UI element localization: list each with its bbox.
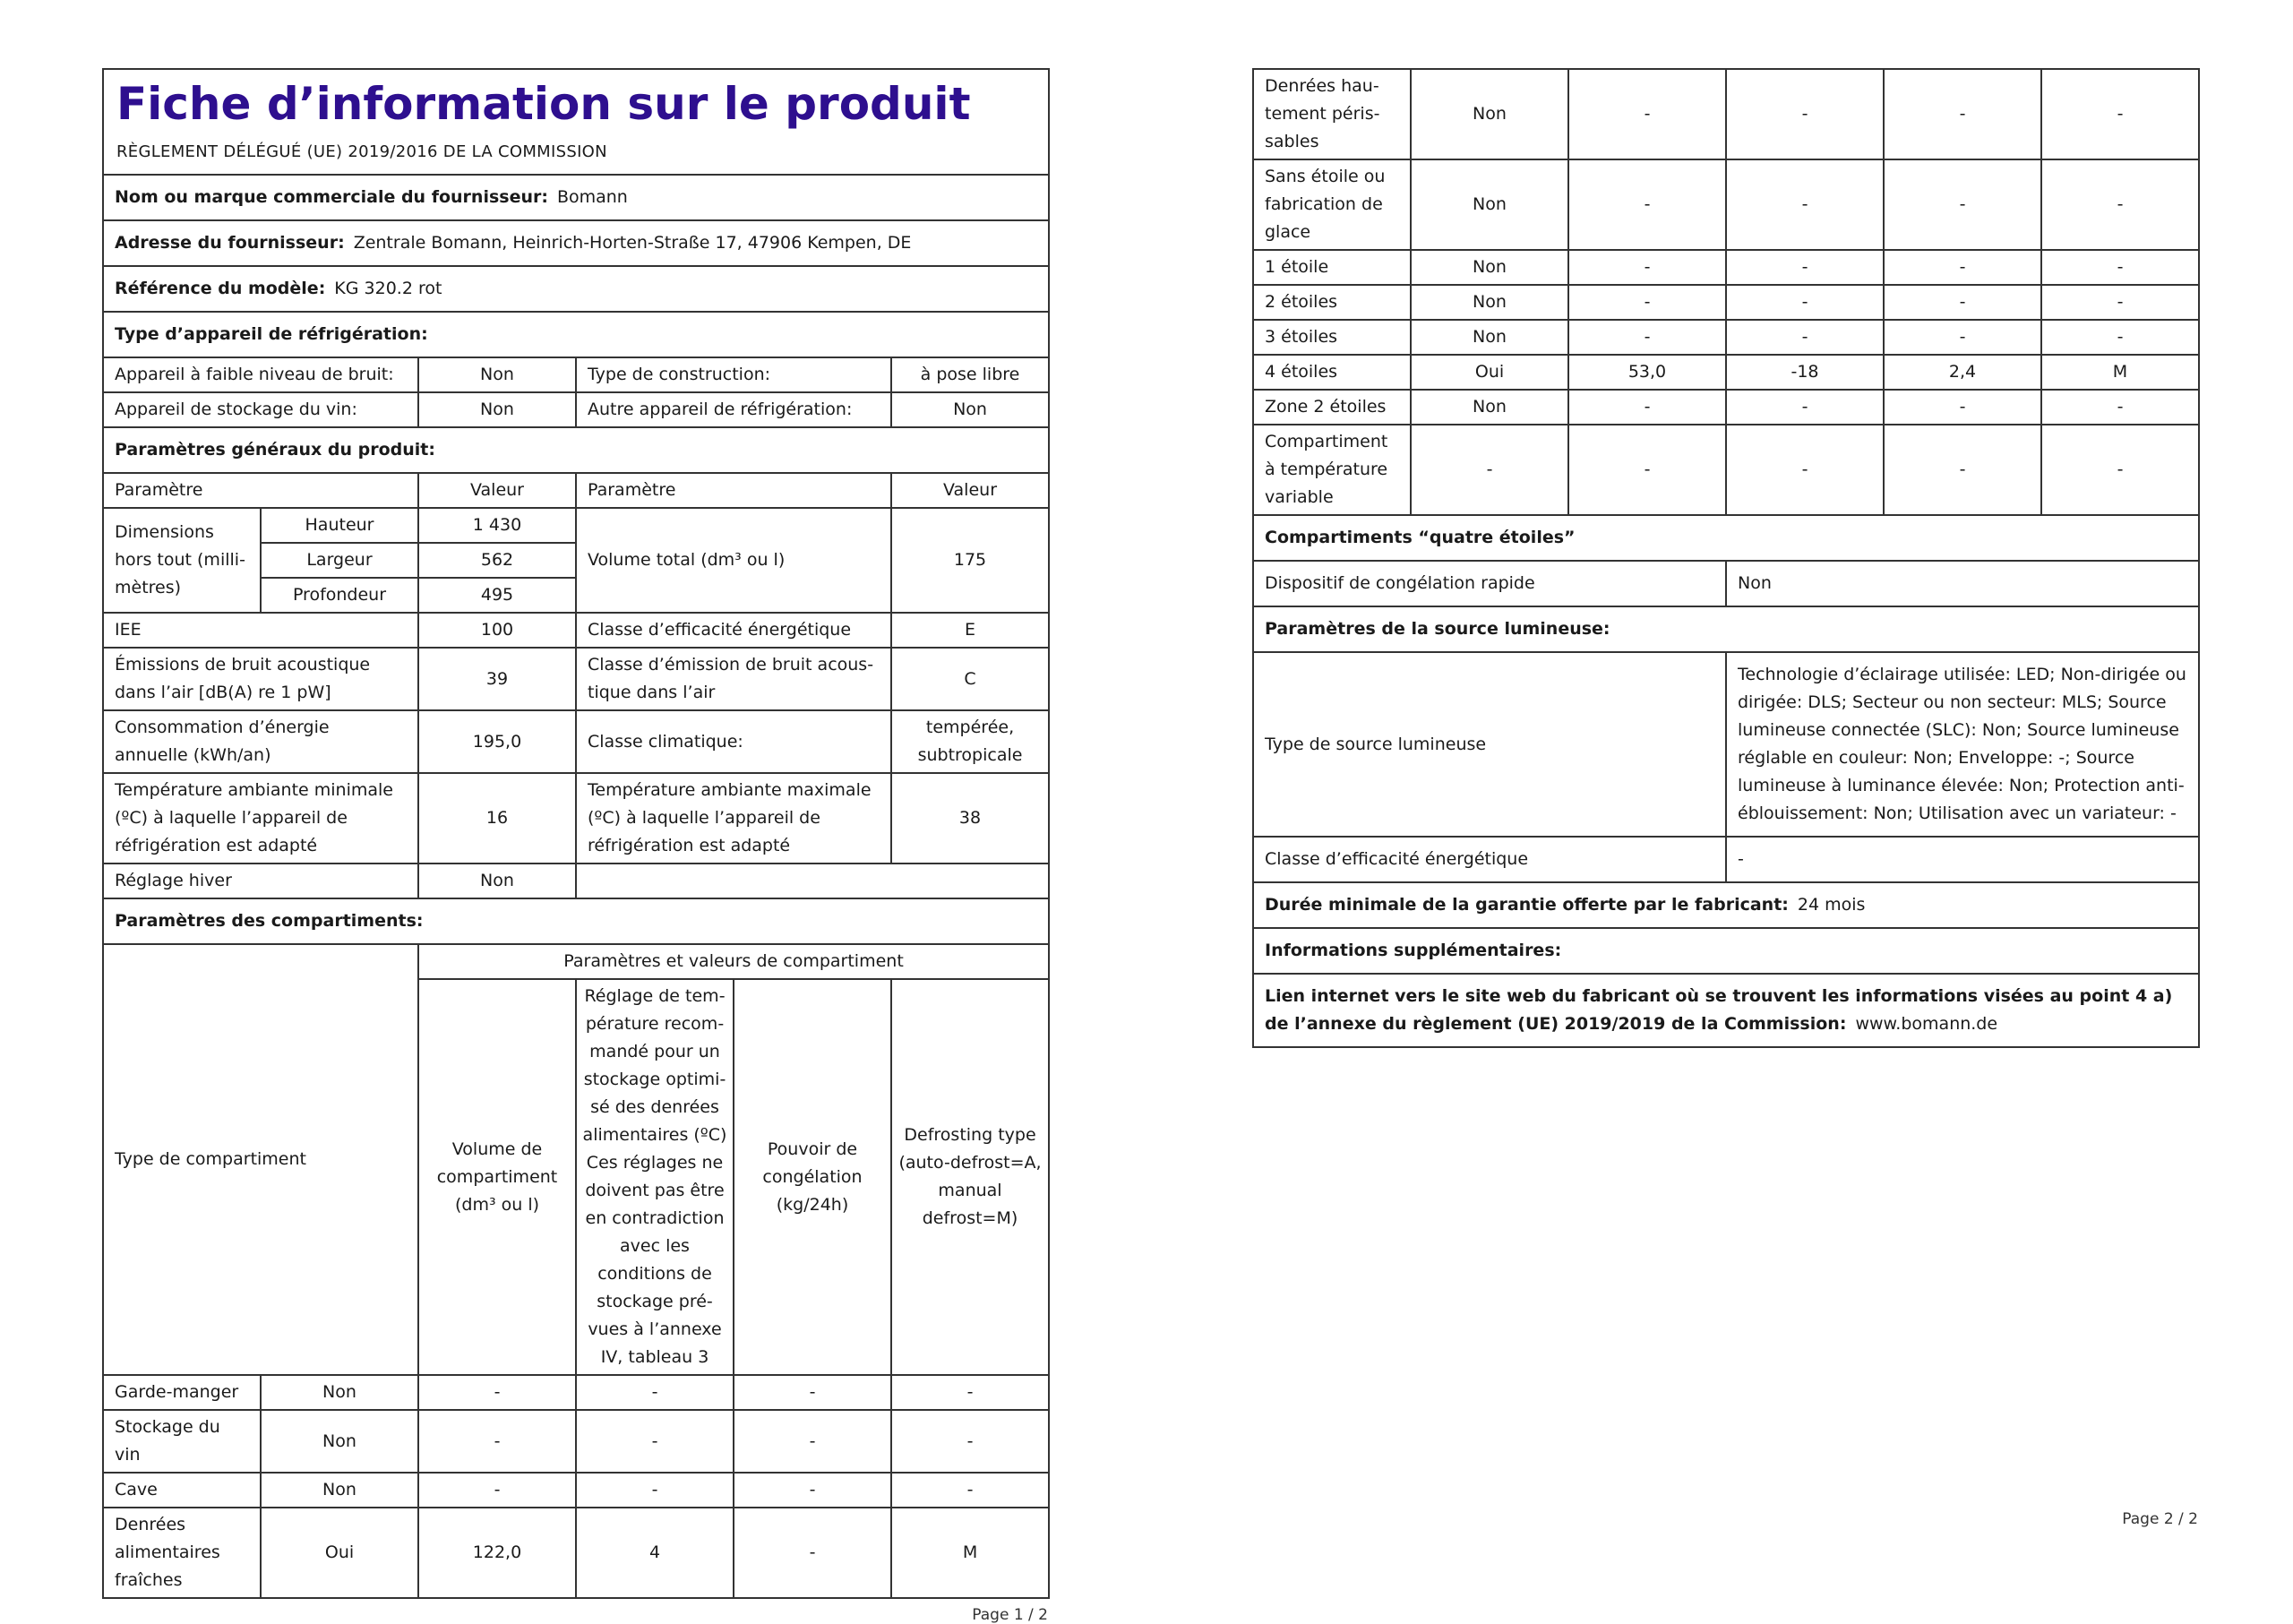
- light-source-type-label: Type de source lumineuse: [1253, 652, 1726, 837]
- compartment-freezing: -: [1884, 285, 2041, 320]
- compartment-row: [103, 1410, 1049, 1473]
- compartment-name: Zone 2 étoiles: [1253, 390, 1411, 425]
- compartment-row: [1253, 69, 2199, 159]
- compartment-type-header: Type de compartiment: [103, 944, 418, 1375]
- width-value: 562: [418, 543, 576, 578]
- compartment-temp: -: [1726, 320, 1884, 355]
- header-cell: [103, 69, 1049, 175]
- compartment-name: 3 étoiles: [1253, 320, 1411, 355]
- page-number: Page 1 / 2: [972, 1606, 1048, 1624]
- compartment-freezing: -: [734, 1410, 891, 1473]
- wine-storage-label: Appareil de stockage du vin:: [103, 392, 418, 427]
- noise-emission-label: Émissions de bruit acoustique dans l’air [dB(A) re 1 pW]: [103, 648, 418, 710]
- compartment-volume: -: [1568, 320, 1726, 355]
- compartment-present: Oui: [261, 1508, 418, 1598]
- total-volume-label: Volume total (dm³ ou l): [576, 508, 891, 613]
- compartment-temp: -: [576, 1473, 734, 1508]
- depth-label: Profondeur: [261, 578, 418, 613]
- page-2: [1252, 68, 2198, 1048]
- compartment-present: Non: [1411, 159, 1568, 250]
- compartment-volume: -: [1568, 69, 1726, 159]
- compartment-defrost: M: [2041, 355, 2199, 390]
- compartment-defrost: -: [891, 1473, 1049, 1508]
- compartment-name: Stockage du vin: [103, 1410, 261, 1473]
- noise-emission-value: 39: [418, 648, 576, 710]
- page-title: Fiche d’information sur le produit: [116, 78, 971, 130]
- freezing-capacity-column-header: Pouvoir de congélation (kg/24h): [734, 979, 891, 1375]
- compartment-freezing: -: [1884, 159, 2041, 250]
- model-label: Référence du modèle:: [115, 279, 326, 298]
- other-appliance-label: Autre appareil de réfrigération:: [576, 392, 891, 427]
- compartment-freezing: -: [734, 1473, 891, 1508]
- compartment-present: Non: [1411, 285, 1568, 320]
- energy-class-label: Classe d’efficacité énergétique: [576, 613, 891, 648]
- regulation-subtitle: RÈGLEMENT DÉLÉGUÉ (UE) 2019/2016 DE LA COMMISSION: [116, 142, 607, 161]
- compartment-temp: -: [1726, 250, 1884, 285]
- compartment-volume: 122,0: [418, 1508, 576, 1598]
- min-temp-value: 16: [418, 773, 576, 864]
- compartment-freezing: -: [1884, 250, 2041, 285]
- max-temp-label: Température ambiante maximale (ºC) à laquelle l’appareil de réfrigération est adapté: [576, 773, 891, 864]
- compartment-row: [1253, 159, 2199, 250]
- compartment-freezing: -: [734, 1508, 891, 1598]
- compartment-volume: -: [1568, 425, 1726, 515]
- low-noise-value: Non: [418, 357, 576, 392]
- eei-value: 100: [418, 613, 576, 648]
- temp-setting-column-header: Réglage de température recommandé pour un stockage optimisé des denrées alimentaires (ºC) Ces réglages ne doivent pas être en contradiction avec les conditions de stockage prévues à l’annexe IV, tableau 3: [576, 979, 734, 1375]
- compartment-freezing: -: [734, 1375, 891, 1410]
- compartment-name: 2 étoiles: [1253, 285, 1411, 320]
- compartment-freezing: -: [1884, 69, 2041, 159]
- compartment-present: Non: [261, 1375, 418, 1410]
- compartment-row: [103, 1375, 1049, 1410]
- compartment-volume: -: [1568, 285, 1726, 320]
- compartment-defrost: -: [891, 1375, 1049, 1410]
- compartment-name: Denrées alimentaires fraîches: [103, 1508, 261, 1598]
- compartment-freezing: -: [1884, 425, 2041, 515]
- other-appliance-value: Non: [891, 392, 1049, 427]
- compartment-volume: -: [1568, 250, 1726, 285]
- low-noise-label: Appareil à faible niveau de bruit:: [103, 357, 418, 392]
- compartment-freezing: -: [1884, 390, 2041, 425]
- fast-freeze-value: Non: [1726, 561, 2199, 606]
- compartment-params-values-header: Paramètres et valeurs de compartiment: [418, 944, 1049, 979]
- compartment-defrost: -: [2041, 159, 2199, 250]
- compartment-present: Non: [1411, 390, 1568, 425]
- compartment-temp: -: [576, 1410, 734, 1473]
- general-params-heading: Paramètres généraux du produit:: [103, 427, 1049, 473]
- compartment-temp: 4: [576, 1508, 734, 1598]
- compartment-present: Non: [1411, 320, 1568, 355]
- total-volume-value: 175: [891, 508, 1049, 613]
- weblink-label: Lien internet vers le site web du fabricant où se trouvent les informations visées au point 4 a) de l’annexe du règlement (UE) 2019/2019 de la Commission:: [1265, 986, 2173, 1034]
- compartment-volume: -: [1568, 159, 1726, 250]
- volume-column-header: Volume de compartiment (dm³ ou l): [418, 979, 576, 1375]
- width-label: Largeur: [261, 543, 418, 578]
- compartment-defrost: -: [2041, 69, 2199, 159]
- winter-setting-value: Non: [418, 864, 576, 898]
- supplier-name-value: Bomann: [556, 187, 628, 207]
- product-info-table-page-2: [1252, 68, 2200, 1048]
- energy-class-value: E: [891, 613, 1049, 648]
- compartment-defrost: -: [891, 1410, 1049, 1473]
- compartment-present: Non: [1411, 250, 1568, 285]
- value-column-header-2: Valeur: [891, 473, 1049, 508]
- compartment-temp: -: [1726, 69, 1884, 159]
- compartment-present: Non: [261, 1473, 418, 1508]
- compartment-row: [1253, 285, 2199, 320]
- value-column-header: Valeur: [418, 473, 576, 508]
- warranty-label: Durée minimale de la garantie offerte par le fabricant:: [1265, 895, 1789, 915]
- compartment-temp: -18: [1726, 355, 1884, 390]
- warranty-row: [1253, 882, 2199, 928]
- compartment-name: Sans étoile ou fabrication de glace: [1253, 159, 1411, 250]
- compartment-present: Non: [1411, 69, 1568, 159]
- height-label: Hauteur: [261, 508, 418, 543]
- product-info-table-page-1: [102, 68, 1050, 1599]
- compartment-temp: -: [1726, 285, 1884, 320]
- compartment-defrost: -: [2041, 320, 2199, 355]
- compartment-row: [1253, 320, 2199, 355]
- defrost-type-column-header: Defrosting type (auto-defrost=A, manual defrost=M): [891, 979, 1049, 1375]
- compartment-present: Non: [261, 1410, 418, 1473]
- compartment-name: Cave: [103, 1473, 261, 1508]
- warranty-value: 24 mois: [1797, 895, 1866, 915]
- compartment-volume: -: [418, 1410, 576, 1473]
- supplier-address-row: [103, 220, 1049, 266]
- annual-energy-label: Consommation d’énergie annuelle (kWh/an): [103, 710, 418, 773]
- winter-setting-label: Réglage hiver: [103, 864, 418, 898]
- compartment-volume: -: [418, 1473, 576, 1508]
- max-temp-value: 38: [891, 773, 1049, 864]
- compartment-volume: -: [1568, 390, 1726, 425]
- light-energy-class-value: -: [1726, 837, 2199, 882]
- compartment-params-heading: Paramètres des compartiments:: [103, 898, 1049, 944]
- eei-label: IEE: [103, 613, 418, 648]
- appliance-type-heading: Type d’appareil de réfrigération:: [103, 312, 1049, 357]
- compartment-row: [1253, 355, 2199, 390]
- compartment-present: -: [1411, 425, 1568, 515]
- compartment-defrost: -: [2041, 390, 2199, 425]
- compartment-temp: -: [576, 1375, 734, 1410]
- compartment-defrost: -: [2041, 425, 2199, 515]
- min-temp-label: Température ambiante minimale (ºC) à laquelle l’appareil de réfrigération est adapté: [103, 773, 418, 864]
- fast-freeze-label: Dispositif de congélation rapide: [1253, 561, 1726, 606]
- page-1: [102, 68, 1048, 1624]
- compartment-name: 1 étoile: [1253, 250, 1411, 285]
- compartment-defrost: -: [2041, 285, 2199, 320]
- compartment-freezing: 2,4: [1884, 355, 2041, 390]
- supplier-name-label: Nom ou marque commerciale du fournisseur:: [115, 187, 548, 207]
- param-column-header: Paramètre: [103, 473, 418, 508]
- supplier-name-row: [103, 175, 1049, 220]
- supplier-address-label: Adresse du fournisseur:: [115, 233, 345, 253]
- empty-cell: [576, 864, 1049, 898]
- compartment-volume: -: [418, 1375, 576, 1410]
- model-value: KG 320.2 rot: [334, 279, 442, 298]
- compartment-defrost: M: [891, 1508, 1049, 1598]
- compartment-defrost: -: [2041, 250, 2199, 285]
- compartment-row: [1253, 425, 2199, 515]
- light-source-heading: Paramètres de la source lumineuse:: [1253, 606, 2199, 652]
- compartment-temp: -: [1726, 425, 1884, 515]
- compartment-name: Denrées hautement périssables: [1253, 69, 1411, 159]
- compartment-row: [1253, 250, 2199, 285]
- weblink-value: www.bomann.de: [1855, 1014, 1998, 1034]
- param-column-header-2: Paramètre: [576, 473, 891, 508]
- model-row: [103, 266, 1049, 312]
- noise-class-label: Classe d’émission de bruit acoustique dans l’air: [576, 648, 891, 710]
- supplier-address-value: Zentrale Bomann, Heinrich-Horten-Straße 17, 47906 Kempen, DE: [353, 233, 912, 253]
- compartment-row: [103, 1508, 1049, 1598]
- compartment-row: [103, 1473, 1049, 1508]
- construction-label: Type de construction:: [576, 357, 891, 392]
- compartment-name: 4 étoiles: [1253, 355, 1411, 390]
- compartment-volume: 53,0: [1568, 355, 1726, 390]
- dimensions-label: Dimensions hors tout (millimètres): [103, 508, 261, 613]
- four-star-heading: Compartiments “quatre étoiles”: [1253, 515, 2199, 561]
- compartment-present: Oui: [1411, 355, 1568, 390]
- climate-class-value: tempérée, subtropicale: [891, 710, 1049, 773]
- compartment-temp: -: [1726, 159, 1884, 250]
- annual-energy-value: 195,0: [418, 710, 576, 773]
- compartment-freezing: -: [1884, 320, 2041, 355]
- light-source-type-value: Technologie d’éclairage utilisée: LED; Non-dirigée ou dirigée: DLS; Secteur ou non secteur: MLS; Source lumineuse connectée (SLC): Non; Source lumineuse réglable en couleur: Non; Enveloppe: -; Source lumineuse à luminance élevée: Non; Protection anti-éblouissement: Non; Utilisation avec un variateur: -: [1726, 652, 2199, 837]
- wine-storage-value: Non: [418, 392, 576, 427]
- construction-value: à pose libre: [891, 357, 1049, 392]
- weblink-row: [1253, 974, 2199, 1047]
- noise-class-value: C: [891, 648, 1049, 710]
- light-energy-class-label: Classe d’efficacité énergétique: [1253, 837, 1726, 882]
- compartment-name: Garde-manger: [103, 1375, 261, 1410]
- compartment-row: [1253, 390, 2199, 425]
- compartment-name: Compartiment à température variable: [1253, 425, 1411, 515]
- height-value: 1 430: [418, 508, 576, 543]
- climate-class-label: Classe climatique:: [576, 710, 891, 773]
- compartment-temp: -: [1726, 390, 1884, 425]
- depth-value: 495: [418, 578, 576, 613]
- additional-info-heading: Informations supplémentaires:: [1253, 928, 2199, 974]
- page-number: Page 2 / 2: [2122, 1510, 2198, 1528]
